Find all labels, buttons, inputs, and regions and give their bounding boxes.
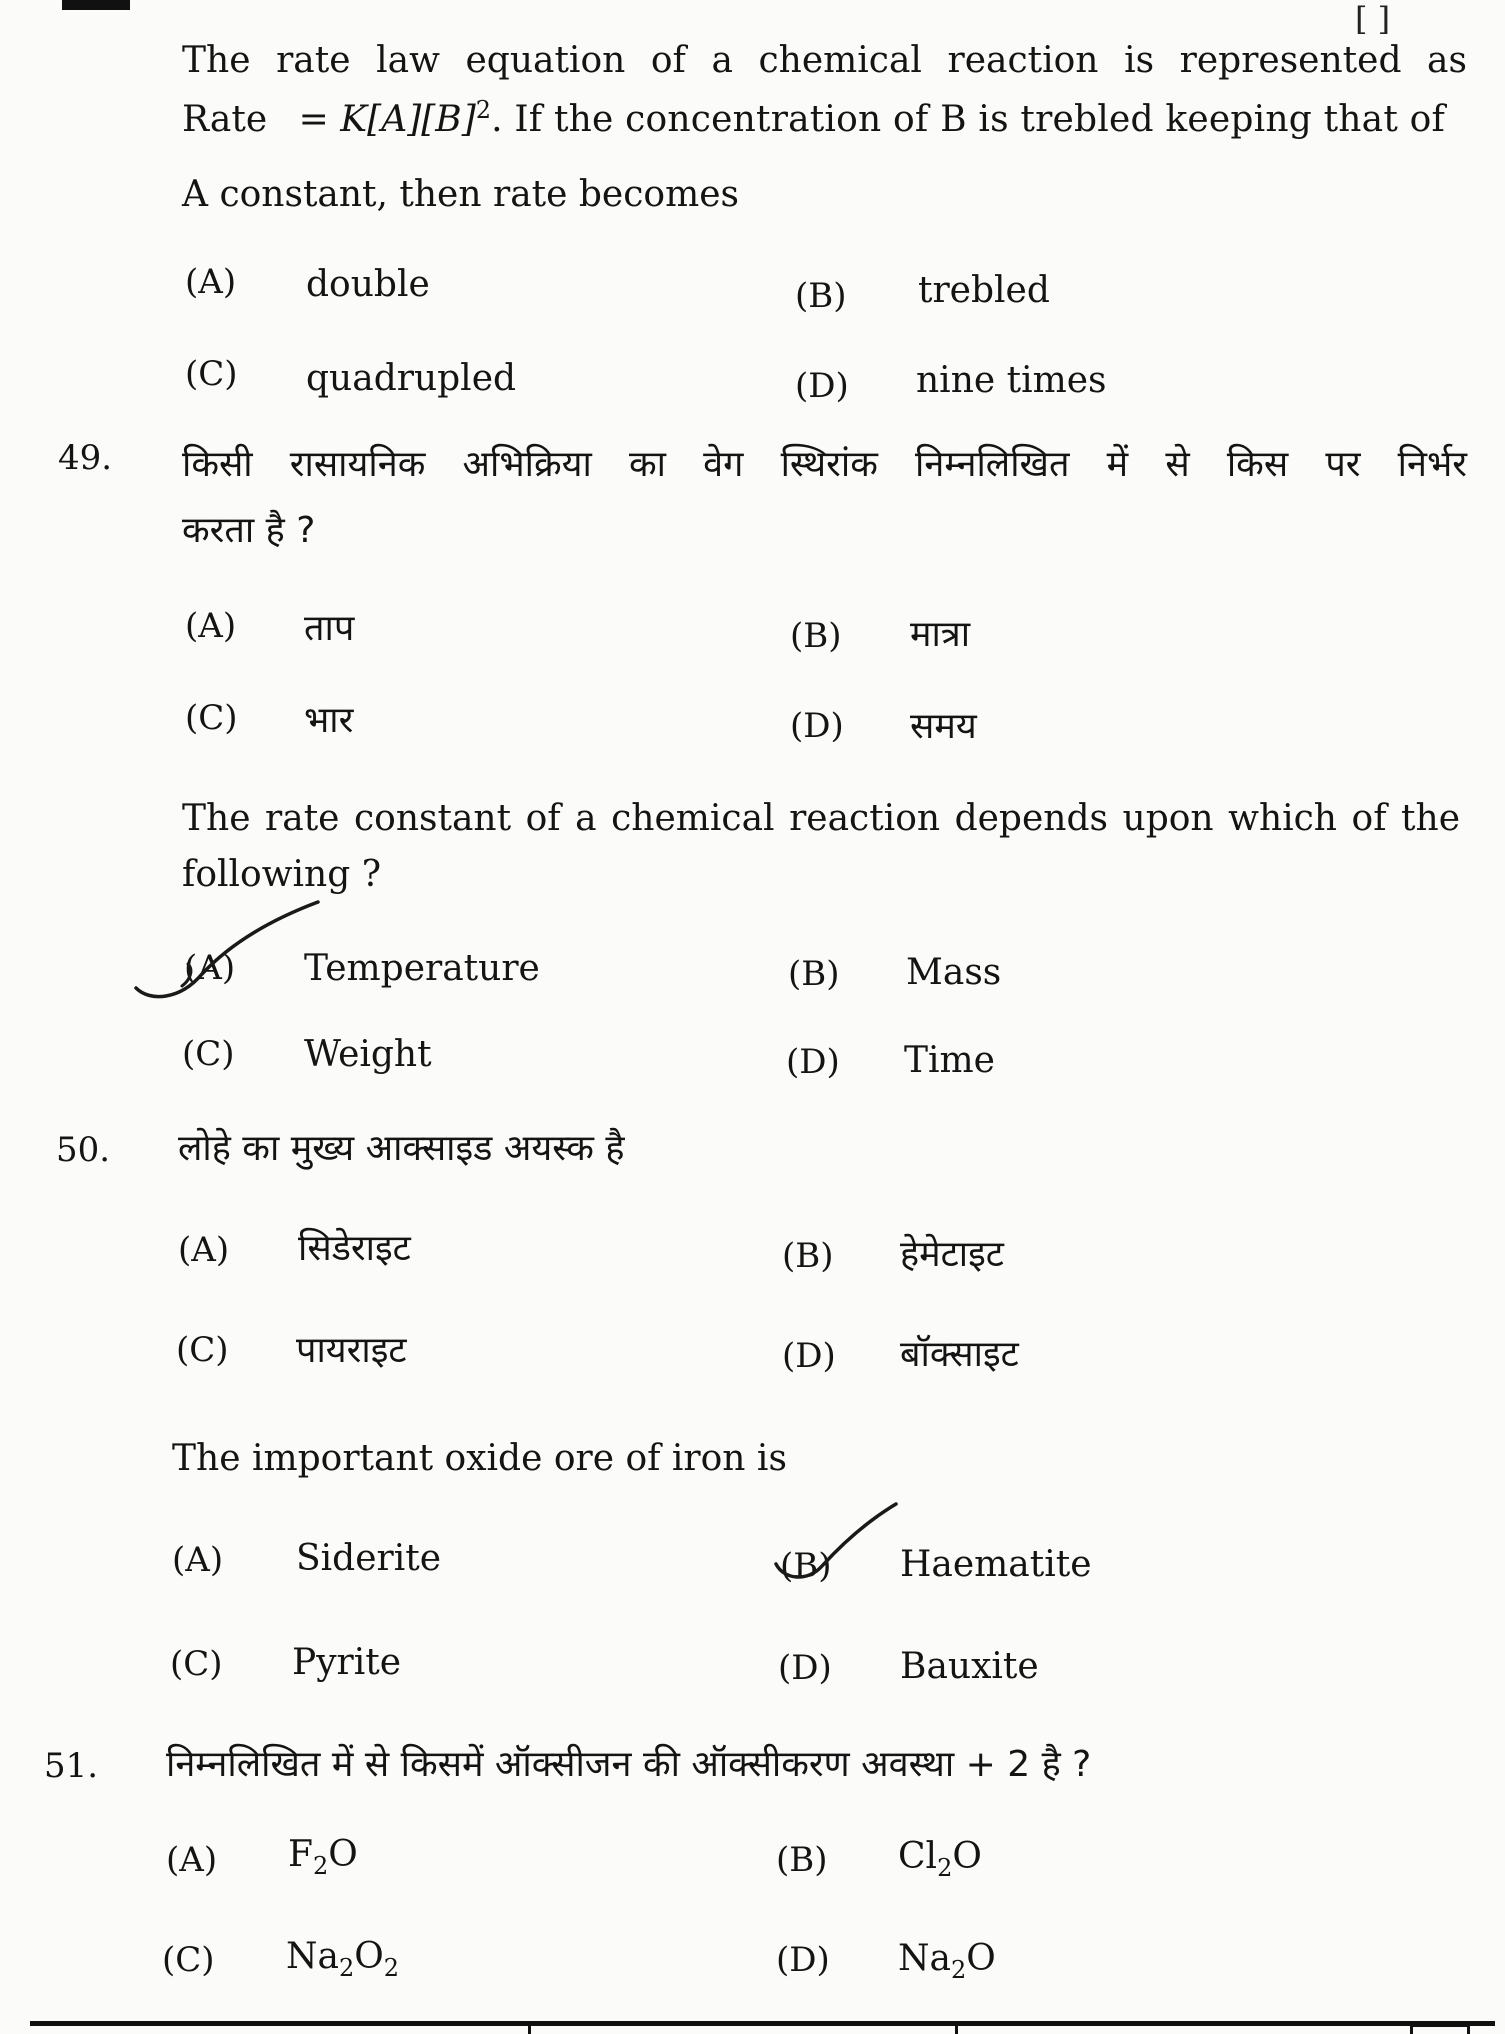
subscript: 2 bbox=[937, 1854, 953, 1883]
q51-option-b-label[interactable]: (B) bbox=[776, 1840, 828, 1880]
q48-english-line2 bbox=[182, 96, 1445, 140]
q48-option-c-text: quadrupled bbox=[306, 358, 517, 399]
q49-hindi-option-d-label[interactable]: (D) bbox=[790, 706, 844, 746]
q50-hindi-option-c-text: पायराइट bbox=[296, 1330, 407, 1371]
q49-english-option-d-label[interactable]: (D) bbox=[786, 1042, 840, 1082]
exponent: 2 bbox=[475, 96, 492, 124]
q48-option-a-label[interactable]: (A) bbox=[185, 262, 237, 302]
q51-option-c-formula bbox=[286, 1936, 399, 1982]
element-symbol: O bbox=[354, 1936, 384, 1977]
q49-hindi-option-c-label[interactable]: (C) bbox=[185, 698, 238, 738]
conc-a: [A] bbox=[367, 99, 422, 140]
q51-hindi-line1: निम्नलिखित में से किसमें ऑक्सीजन की ऑक्सीकरण अवस्था + 2 है ? bbox=[166, 1744, 1092, 1785]
q48-english-line1: The rate law equation of a chemical reaction is represented as bbox=[182, 40, 1467, 81]
element-symbol: O bbox=[966, 1938, 996, 1979]
q51-option-c-label[interactable]: (C) bbox=[162, 1940, 215, 1980]
equals-sign: = bbox=[298, 99, 329, 140]
q51-number: 51. bbox=[44, 1746, 99, 1786]
q48-option-b-label[interactable]: (B) bbox=[795, 276, 847, 316]
q50-hindi-line1: लोहे का मुख्य आक्साइड अयस्क है bbox=[178, 1128, 625, 1169]
q49-hindi-option-b-text: मात्रा bbox=[910, 614, 971, 655]
q49-english-option-a-label[interactable]: (A) bbox=[184, 948, 236, 988]
q50-english-line1: The important oxide ore of iron is bbox=[172, 1438, 787, 1479]
q49-number: 49. bbox=[58, 438, 113, 478]
q49-english-option-b-label[interactable]: (B) bbox=[788, 954, 840, 994]
q48-option-d-label[interactable]: (D) bbox=[795, 366, 849, 406]
q49-hindi-option-a-text: ताप bbox=[304, 608, 355, 649]
page-corner-mark bbox=[62, 0, 130, 10]
q48-option-c-label[interactable]: (C) bbox=[185, 354, 238, 394]
q49-english-line2: following ? bbox=[182, 854, 382, 895]
subscript: 2 bbox=[950, 1956, 967, 1985]
subscript: 2 bbox=[312, 1852, 329, 1881]
q49-english-option-b-text: Mass bbox=[906, 952, 1002, 993]
element-symbol: Cl bbox=[898, 1836, 938, 1877]
q48-option-a-text: double bbox=[306, 264, 430, 305]
element-symbol: O bbox=[952, 1836, 982, 1877]
q48-english-line3: A constant, then rate becomes bbox=[182, 174, 739, 215]
q48-option-d-text: nine times bbox=[916, 360, 1107, 401]
q51-option-a-label[interactable]: (A) bbox=[166, 1840, 218, 1880]
q51-option-d-label[interactable]: (D) bbox=[776, 1940, 830, 1980]
q50-hindi-option-b-label[interactable]: (B) bbox=[782, 1236, 834, 1276]
q50-english-option-d-text: Bauxite bbox=[900, 1646, 1039, 1687]
q50-english-option-a-label[interactable]: (A) bbox=[172, 1540, 224, 1580]
q50-number: 50. bbox=[56, 1130, 111, 1170]
q49-hindi-option-d-text: समय bbox=[910, 706, 977, 747]
footer-box bbox=[528, 2022, 958, 2034]
q51-option-d-formula bbox=[898, 1938, 996, 1984]
q50-hindi-option-c-label[interactable]: (C) bbox=[176, 1330, 229, 1370]
conc-b: [B] bbox=[421, 99, 476, 140]
element-symbol: O bbox=[328, 1834, 358, 1875]
q50-hindi-option-a-text: सिडेराइट bbox=[298, 1228, 411, 1269]
q49-english-option-c-label[interactable]: (C) bbox=[182, 1034, 235, 1074]
q51-option-b-formula bbox=[898, 1836, 982, 1882]
q48-option-b-text: trebled bbox=[918, 270, 1050, 311]
footer-box bbox=[1410, 2024, 1470, 2034]
q49-english-option-a-text: Temperature bbox=[304, 948, 540, 989]
q50-english-option-d-label[interactable]: (D) bbox=[778, 1648, 832, 1688]
q50-hindi-option-d-label[interactable]: (D) bbox=[782, 1336, 836, 1376]
element-symbol: F bbox=[288, 1834, 313, 1875]
element-symbol: Na bbox=[898, 1938, 951, 1979]
q49-english-option-d-text: Time bbox=[904, 1040, 995, 1081]
page-header-bracket: [ ] bbox=[1355, 0, 1391, 38]
q48-line2-rest: . If the concentration of B is trebled keeping that of bbox=[491, 99, 1446, 140]
q50-english-option-b-text: Haematite bbox=[900, 1544, 1092, 1585]
q49-hindi-line1: किसी रासायनिक अभिक्रिया का वेग स्थिरांक निम्नलिखित में से किस पर निर्भर bbox=[182, 444, 1467, 485]
q49-hindi-option-b-label[interactable]: (B) bbox=[790, 616, 842, 656]
q50-english-option-c-label[interactable]: (C) bbox=[170, 1644, 223, 1684]
q49-hindi-option-c-text: भार bbox=[304, 700, 354, 741]
q49-hindi-option-a-label[interactable]: (A) bbox=[185, 606, 237, 646]
q51-option-a-formula bbox=[288, 1834, 358, 1880]
rate-word: Rate bbox=[182, 99, 268, 140]
q49-english-option-c-text: Weight bbox=[304, 1034, 432, 1075]
element-symbol: Na bbox=[286, 1936, 339, 1977]
q49-english-line1: The rate constant of a chemical reaction depends upon which of the bbox=[182, 798, 1460, 839]
subscript: 2 bbox=[383, 1954, 400, 1983]
rate-constant-k: K bbox=[340, 99, 368, 140]
checkmark-icon bbox=[130, 900, 330, 1010]
subscript: 2 bbox=[338, 1954, 355, 1983]
q50-english-option-b-label[interactable]: (B) bbox=[780, 1546, 832, 1586]
q50-hindi-option-d-text: बॉक्साइट bbox=[900, 1334, 1019, 1375]
q50-hindi-option-a-label[interactable]: (A) bbox=[178, 1230, 230, 1270]
q50-hindi-option-b-text: हेमेटाइट bbox=[900, 1234, 1004, 1275]
q50-english-option-a-text: Siderite bbox=[296, 1538, 442, 1579]
q50-english-option-c-text: Pyrite bbox=[292, 1642, 402, 1683]
checkmark-icon bbox=[766, 1500, 906, 1596]
q49-hindi-line2: करता है ? bbox=[182, 510, 316, 551]
